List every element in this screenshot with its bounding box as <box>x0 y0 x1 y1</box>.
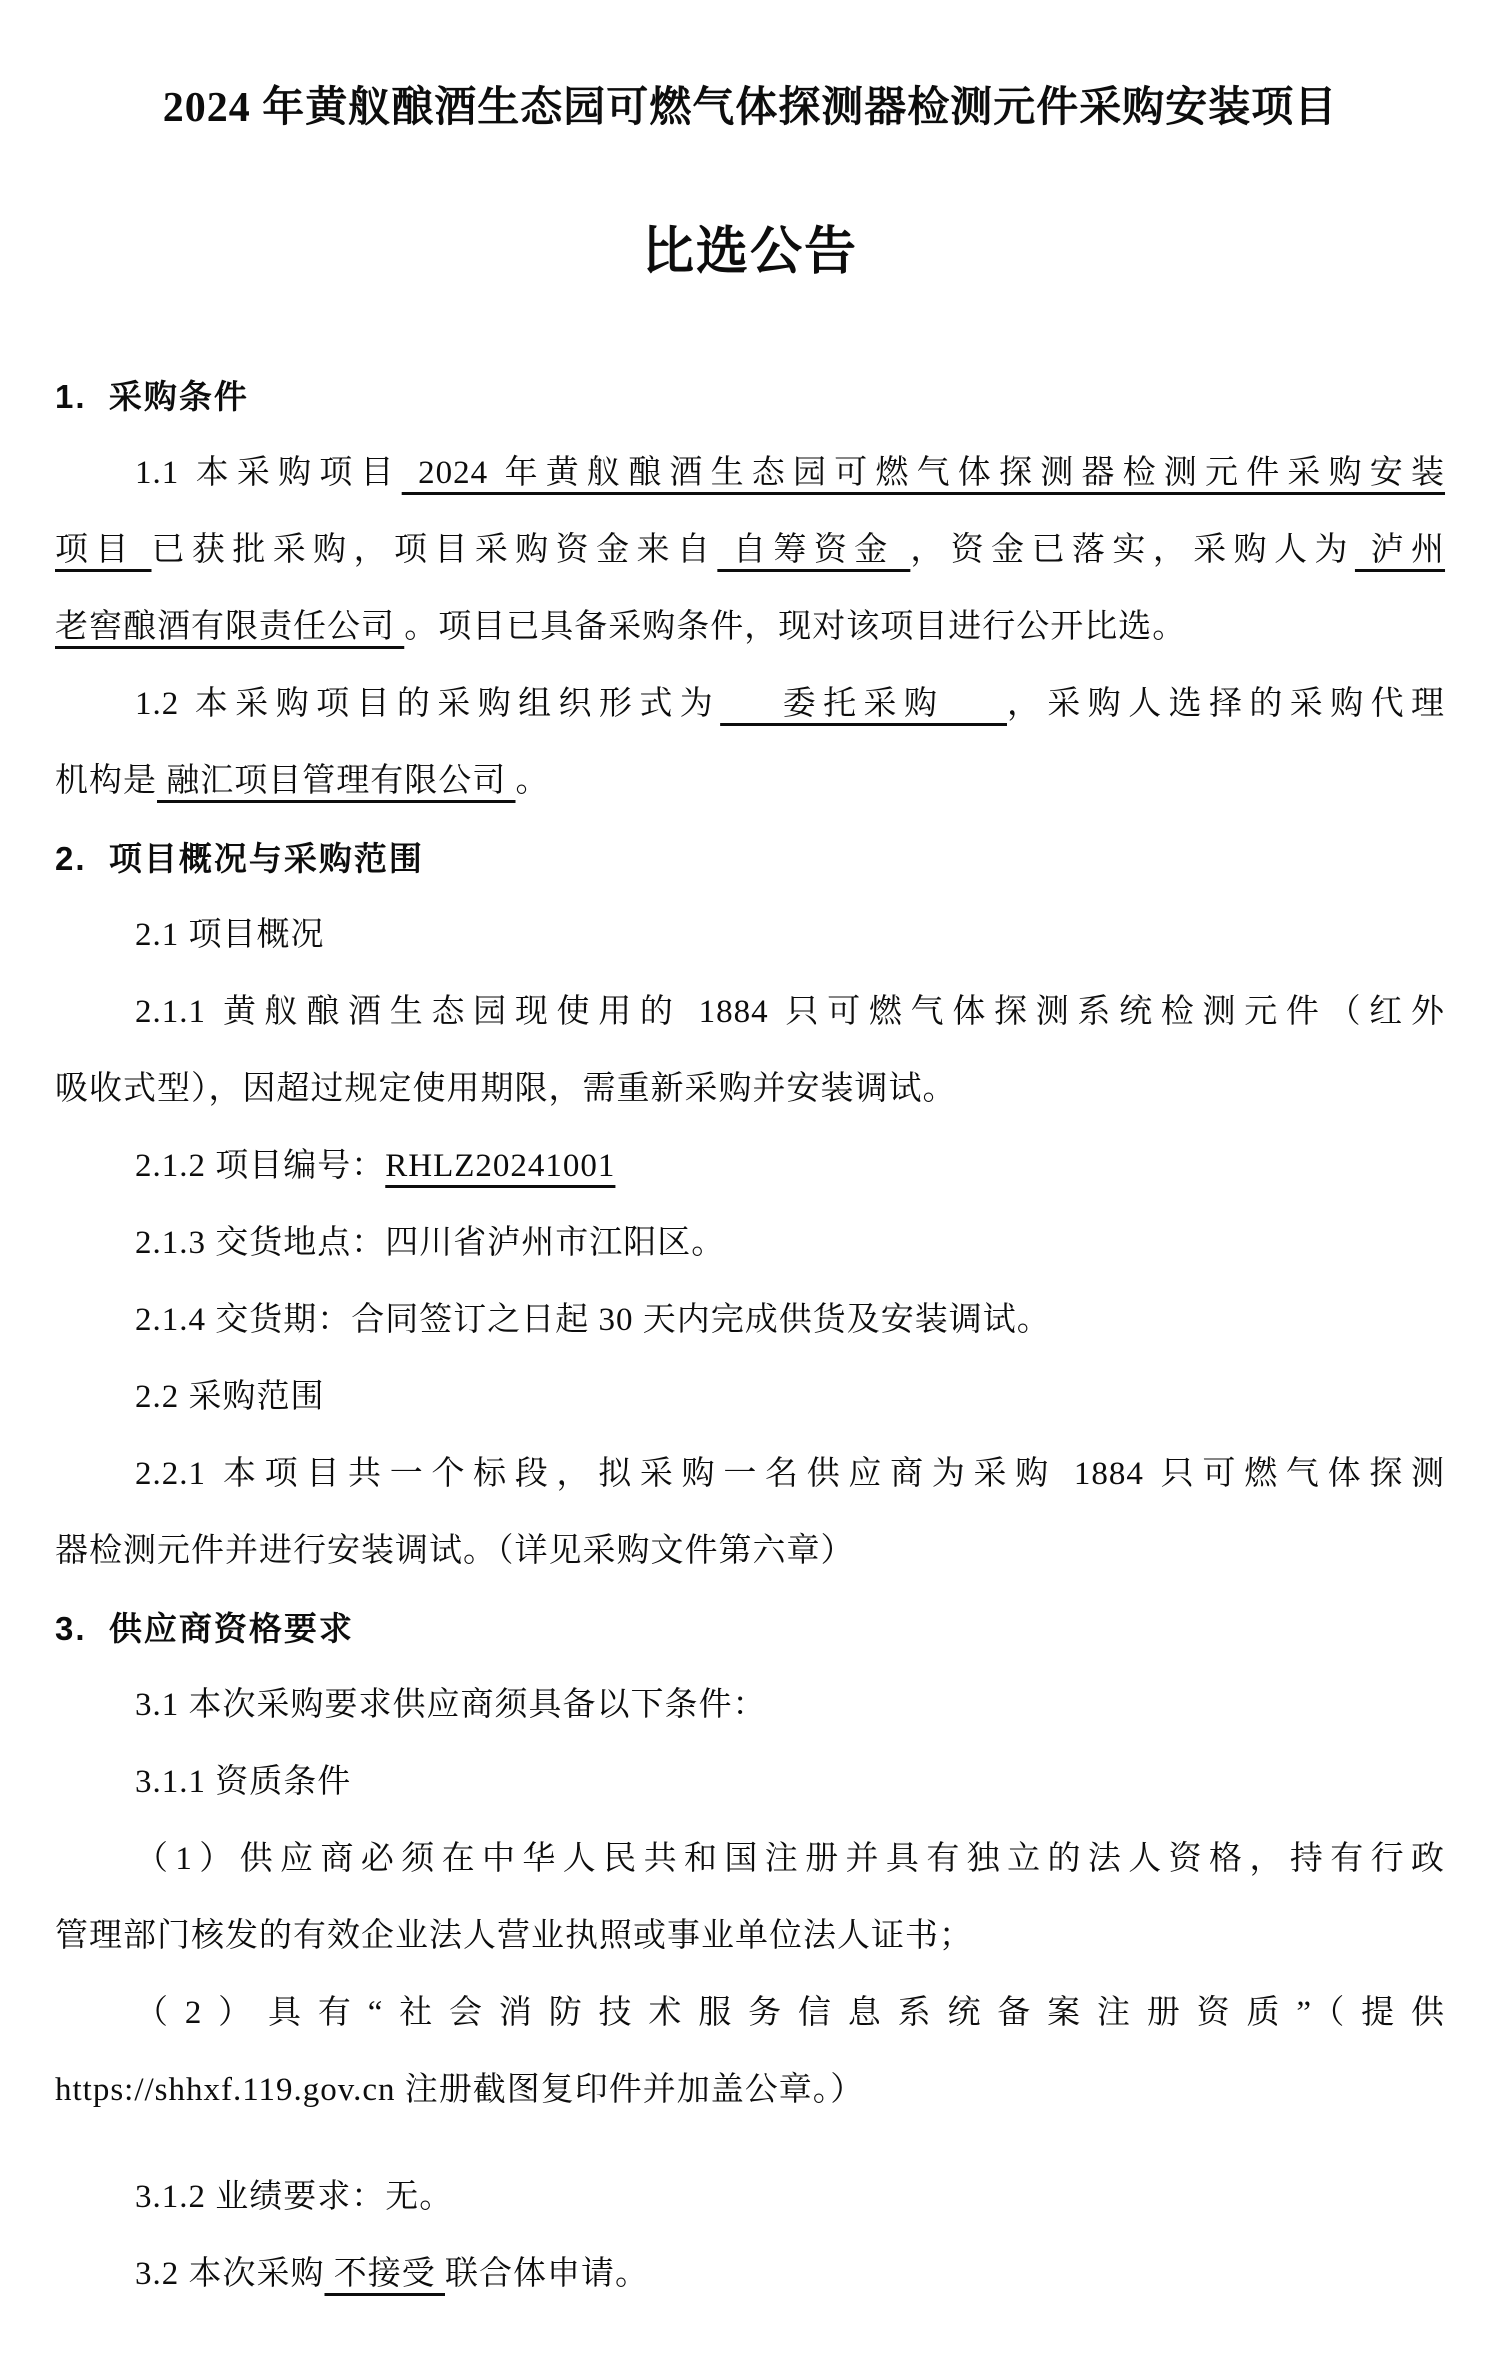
doc-line <box>55 1282 1445 1359</box>
document-subtitle: 比选公告 <box>641 224 858 281</box>
doc-line <box>55 974 1445 1051</box>
doc-line <box>55 1436 1445 1513</box>
paragraph <box>55 1821 1445 1975</box>
paragraph <box>55 1205 1445 1282</box>
text-segment: 。项目已具备采购条件，现对该项目进行公开比选。 <box>404 609 1187 645</box>
doc-line <box>55 512 1445 589</box>
text-segment: 2.2 采购范围 <box>135 1379 325 1415</box>
text-segment: 1.1 本采购项目 <box>135 455 402 491</box>
doc-line <box>55 1667 1445 1744</box>
document-title: 2024 年黄舣酿酒生态园可燃气体探测器检测元件采购安装项目 <box>162 85 1338 131</box>
text-segment: 1.2 本采购项目的采购组织形式为 <box>135 686 721 722</box>
underlined-text: 2024 年黄舣酿酒生态园可燃气体探测器检测元件采购安装 <box>401 455 1446 491</box>
paragraph <box>55 666 1445 820</box>
paragraph <box>55 2159 1445 2236</box>
underlined-text: 不接受 <box>324 2256 445 2292</box>
underlined-text: 老窖酿酒有限责任公司 <box>55 609 405 645</box>
text-segment: （1）供应商必须在中华人民共和国注册并具有独立的法人资格，持有行政 <box>135 1841 1445 1877</box>
underlined-text: 泸州 <box>1354 532 1446 568</box>
paragraph <box>55 2236 1445 2313</box>
doc-line <box>55 820 1445 897</box>
text-segment: 2.2.1 本项目共一个标段，拟采购一名供应商为采购 1884 只可燃气体探测 <box>135 1456 1445 1492</box>
text-segment: 2.1.2 项目编号： <box>135 1148 386 1184</box>
section-heading <box>55 358 1445 435</box>
section-heading <box>55 820 1445 897</box>
doc-line <box>55 1744 1445 1821</box>
doc-line <box>55 2052 1445 2129</box>
text-segment: （2）具有“社会消防技术服务信息系统备案注册资质”（提供 <box>135 1995 1445 2031</box>
paragraph <box>55 1436 1445 1590</box>
paragraph <box>55 1128 1445 1205</box>
doc-line <box>55 1359 1445 1436</box>
text-segment: 2.1.3 交货地点：四川省泸州市江阳区。 <box>135 1225 726 1261</box>
text-segment: 器检测元件并进行安装调试。（详见采购文件第六章） <box>55 1533 855 1569</box>
text-segment: ，资金已落实，采购人为 <box>910 532 1355 568</box>
text-segment: 。 <box>515 763 550 799</box>
text-segment: 吸收式型），因超过规定使用期限，需重新采购并安装调试。 <box>55 1071 957 1107</box>
text-segment: 联合体申请。 <box>445 2256 649 2292</box>
text-segment: 3.1 本次采购要求供应商须具备以下条件： <box>135 1687 767 1723</box>
document-body <box>55 358 1445 2313</box>
text-segment: 机构是 <box>55 763 157 799</box>
text-segment: 3.1.2 业绩要求：无。 <box>135 2179 454 2215</box>
section-heading <box>55 1590 1445 1667</box>
underlined-text: 委托采购 <box>720 686 1007 722</box>
text-segment: 2.1 项目概况 <box>135 917 325 953</box>
text-segment: 2.1.4 交货期：合同签订之日起 30 天内完成供货及安装调试。 <box>135 1302 1051 1338</box>
doc-line <box>55 897 1445 974</box>
text-segment: 3.2 本次采购 <box>135 2256 325 2292</box>
paragraph <box>55 897 1445 974</box>
text-segment: 3.1.1 资质条件 <box>135 1764 352 1800</box>
doc-line <box>55 1590 1445 1667</box>
doc-line <box>55 743 1445 820</box>
paragraph <box>55 1975 1445 2129</box>
doc-line <box>55 358 1445 435</box>
doc-line <box>55 1898 1445 1975</box>
text-segment: https://shhxf.119.gov.cn 注册截图复印件并加盖公章。） <box>55 2072 865 2108</box>
underlined-text: 自筹资金 <box>717 532 911 568</box>
text-segment: 管理部门核发的有效企业法人营业执照或事业单位法人证书； <box>55 1918 973 1954</box>
paragraph <box>55 435 1445 666</box>
text-segment: 已获批采购，项目采购资金来自 <box>151 532 718 568</box>
doc-line <box>55 2159 1445 2236</box>
doc-line <box>55 1821 1445 1898</box>
doc-line <box>55 1975 1445 2052</box>
doc-line <box>55 1205 1445 1282</box>
doc-line <box>55 1128 1445 1205</box>
text-segment: 2.1.1 黄舣酿酒生态园现使用的 1884 只可燃气体探测系统检测元件（红外 <box>135 994 1445 1030</box>
text-segment: 1. 采购条件 <box>55 378 249 415</box>
doc-line <box>55 435 1445 512</box>
text-segment: ，采购人选择的采购代理 <box>1006 686 1446 722</box>
doc-line <box>55 666 1445 743</box>
paragraph <box>55 1667 1445 1744</box>
underlined-text: RHLZ20241001 <box>385 1148 616 1184</box>
underlined-text: 融汇项目管理有限公司 <box>157 763 516 799</box>
paragraph <box>55 974 1445 1128</box>
doc-line <box>55 1513 1445 1590</box>
underlined-text: 项目 <box>55 532 152 568</box>
paragraph <box>55 1282 1445 1359</box>
paragraph <box>55 1359 1445 1436</box>
doc-line <box>55 1051 1445 1128</box>
doc-line <box>55 2236 1445 2313</box>
doc-line <box>55 589 1445 666</box>
text-segment: 3. 供应商资格要求 <box>55 1610 354 1647</box>
text-segment: 2. 项目概况与采购范围 <box>55 840 424 877</box>
paragraph <box>55 1744 1445 1821</box>
